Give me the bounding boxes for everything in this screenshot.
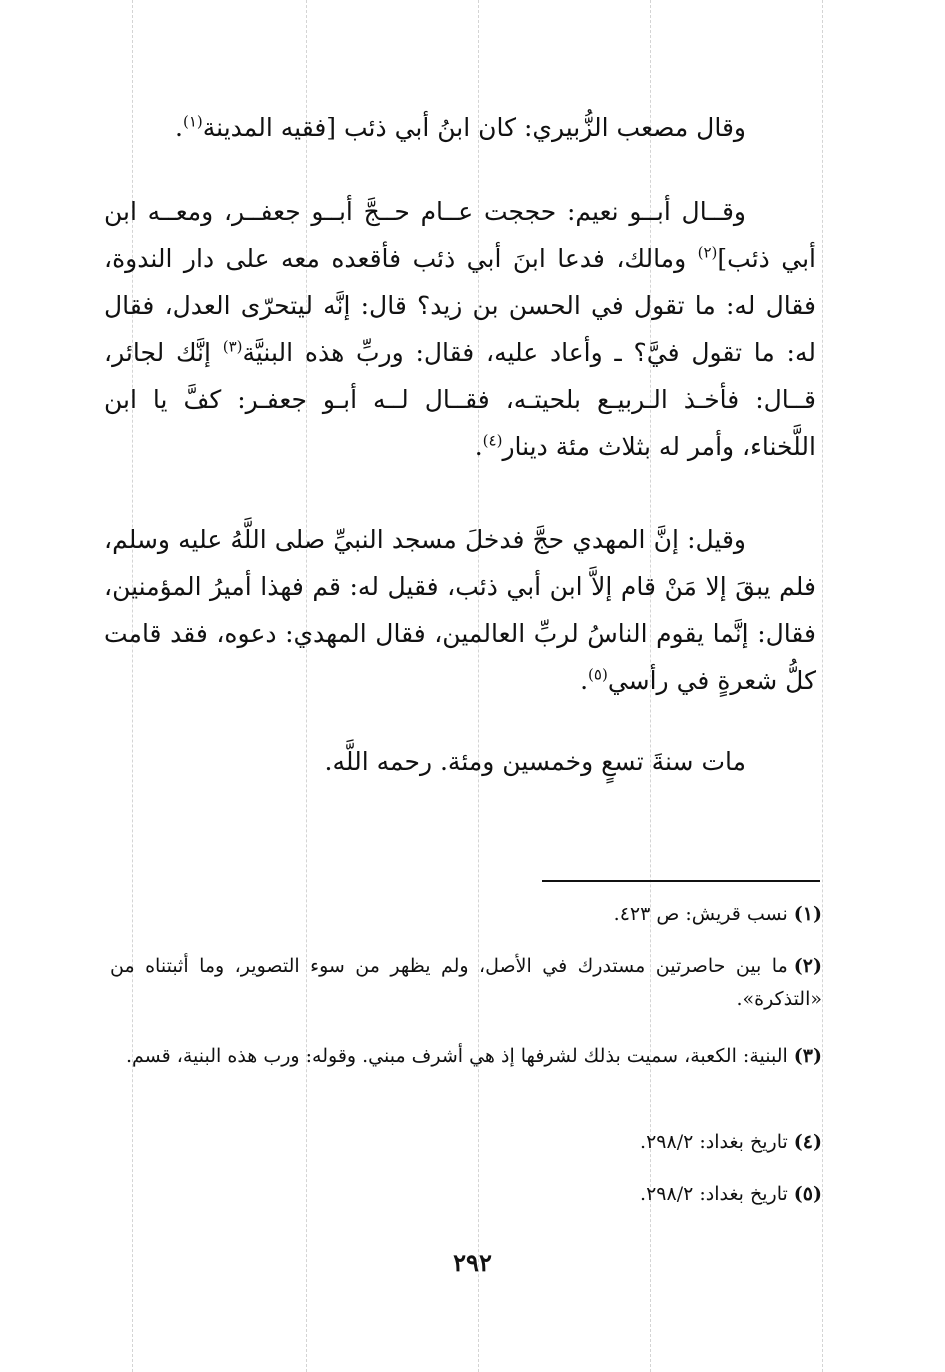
paragraph-1-text: وقال مصعب الزُّبيري: كان ابنُ أبي ذئب [فقيه المدينة xyxy=(202,113,746,142)
paragraph-3-text: وقيل: إنَّ المهدي حجَّ فدخلَ مسجد النبيِّ صلى اللَّهُ عليه وسلم، فلم يبقَ إلا مَنْ قام إلاَّ ابن أبي ذئب، فقيل له: قم فهذا أميرُ المؤمنين، فقال: إنَّما يقوم الناسُ لربِّ العالمين، فقال المهدي: دعوه، فقد قامت كلُّ شعرةٍ في رأسي xyxy=(104,525,816,695)
footnote-ref-4[interactable]: (٤) xyxy=(482,431,503,450)
footnote-1 xyxy=(110,898,822,931)
footnote-3-number: (٣) xyxy=(793,1045,822,1067)
paragraph-2 xyxy=(104,188,816,470)
footnote-1-number: (١) xyxy=(793,903,822,925)
paragraph-1 xyxy=(104,104,816,151)
footnote-2 xyxy=(110,950,822,1016)
footnote-3-text: البنية: الكعبة، سميت بذلك لشرفها إذ هي أشرف مبني. وقوله: ورب هذه البنية، قسم. xyxy=(125,1045,788,1067)
paragraph-4 xyxy=(104,738,816,785)
paragraph-2-text: وقــال أبــو نعيم: حججت عــام حــجَّ أبــو جعفــر، ومعــه ابن أبي ذئب] xyxy=(104,197,816,273)
paragraph-2-tail-3: . xyxy=(474,432,483,461)
footnote-3 xyxy=(110,1040,822,1073)
footnote-5-number: (٥) xyxy=(793,1183,822,1205)
footnote-5-text: تاريخ بغداد: ٢٩٨/٢. xyxy=(640,1183,788,1205)
scan-guide-line xyxy=(822,0,823,1372)
paragraph-2-tail-2: إنَّك لجائر، قــال: فأخـذ الـربيـع بلحيتـه، فقــال لــه أبـو جعفـر: كفَّ يا ابن اللَّخناء، وأمر له بثلاث مئة دينار xyxy=(104,338,817,461)
footnote-ref-2[interactable]: (٢) xyxy=(697,243,718,262)
paragraph-3 xyxy=(104,516,816,704)
paragraph-2-tail: ومالك، فدعا ابنَ أبي ذئب فأقعده معه على دار الندوة، فقال له: ما تقول في الحسن بن زيد؟ قال: إنَّه ليتحرّى العدل، فقال له: ما تقول فيَّ؟ ـ وأعاد عليه، فقال: وربِّ هذه البنيَّة xyxy=(104,244,816,367)
footnote-1-text: نسب قريش: ص ٤٢٣. xyxy=(613,903,788,925)
footnote-ref-3[interactable]: (٣) xyxy=(222,337,243,356)
paragraph-3-tail: . xyxy=(580,666,589,695)
footnote-ref-1[interactable]: (١) xyxy=(182,112,203,131)
page-number: ٢٩٢ xyxy=(453,1248,492,1277)
paragraph-4-text: مات سنةَ تسعٍ وخمسين ومئة. رحمه اللَّه. xyxy=(324,747,746,776)
paragraph-1-tail: . xyxy=(175,113,183,142)
footnote-separator xyxy=(542,880,820,882)
footnote-2-number: (٢) xyxy=(793,955,822,977)
footnote-ref-5[interactable]: (٥) xyxy=(588,665,608,684)
footnote-4-number: (٤) xyxy=(793,1131,822,1153)
footnote-4-text: تاريخ بغداد: ٢٩٨/٢. xyxy=(640,1131,788,1153)
footnote-5 xyxy=(110,1178,822,1211)
footnote-2-text: ما بين حاصرتين مستدرك في الأصل، ولم يظهر من سوء التصوير، وما أثبتناه من «التذكرة». xyxy=(110,955,822,1010)
footnote-4 xyxy=(110,1126,822,1159)
